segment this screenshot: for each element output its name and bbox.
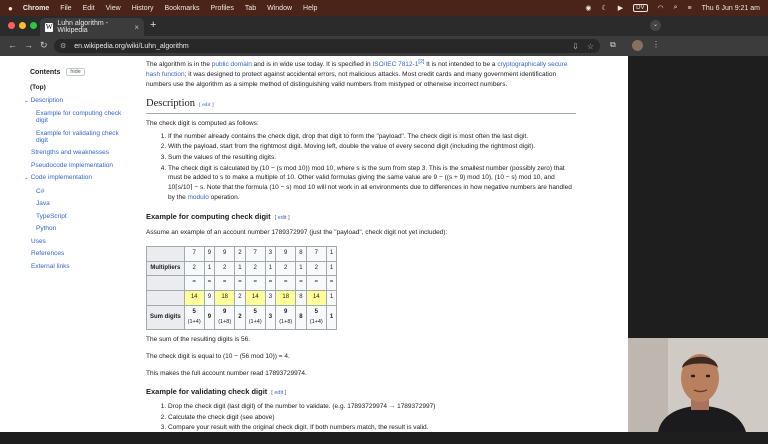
table-cell: 5 (1+4): [245, 305, 265, 329]
example-compute-lead: Assume an example of an account number 1789372997 (just the "payload", check digit not yet included):: [146, 229, 448, 237]
reload-icon[interactable]: ↻: [40, 40, 48, 50]
table-cell: 18: [276, 291, 296, 306]
luhn-example-table: [146, 246, 337, 330]
table-cell: 1: [204, 261, 215, 276]
apple-icon[interactable]: ●: [8, 3, 13, 13]
validate-steps: [146, 402, 576, 443]
step-3: 3. Sum the values of the resulting digits.: [168, 153, 576, 163]
toc-item[interactable]: Strengths and weaknesses: [31, 149, 110, 156]
table-cell: 3: [265, 247, 276, 262]
table-cell: 9: [204, 305, 215, 329]
table-cell: 2: [184, 261, 204, 276]
row-header: [147, 291, 185, 306]
row-header: Multipliers: [147, 261, 185, 276]
table-cell: 8: [296, 305, 307, 329]
description-steps: [146, 132, 576, 203]
input-source-badge[interactable]: DV: [633, 4, 647, 12]
table-cell: 8: [296, 291, 307, 306]
table-cell: 1: [326, 305, 337, 329]
toc-item[interactable]: (Top): [30, 84, 46, 91]
sum-text: The sum of the resulting digits is 56.: [146, 336, 251, 344]
macos-menubar: [0, 0, 768, 16]
menu-edit[interactable]: Edit: [82, 4, 95, 12]
link-crypto-hash[interactable]: cryptographically secure hash function: [146, 61, 568, 78]
validate-note: (e.g. (givenCheckDigit = calculatedCheckDigit) ⇔ (isValidCheckDigit)).: [168, 434, 371, 442]
citation-2[interactable]: [2]: [418, 59, 425, 65]
toc-item[interactable]: Java: [36, 200, 50, 207]
tab-luhn-wikipedia[interactable]: [40, 18, 144, 36]
table-cell: 14: [184, 291, 204, 306]
new-tab-icon[interactable]: +: [150, 19, 157, 31]
table-cell: =: [306, 276, 326, 291]
table-cell: 14: [306, 291, 326, 306]
toc-item[interactable]: Example for computing check digit: [36, 110, 122, 124]
multipliers-row: [147, 261, 337, 276]
table-cell: 2: [245, 261, 265, 276]
menubar-clock[interactable]: Thu 6 Jun 9:21 am: [701, 4, 760, 12]
table-cell: 7: [245, 247, 265, 262]
minimize-window-button[interactable]: [19, 22, 26, 29]
browser-toolbar: [0, 36, 768, 56]
kebab-menu-icon[interactable]: ⋮: [652, 40, 660, 49]
control-center-icon[interactable]: ≡: [687, 4, 692, 12]
row-header: Sum digits: [147, 305, 185, 329]
validate-step-1: 1. Drop the check digit (last digit) of the number to validate. (e.g. 17893729974 → 1789372997): [168, 402, 576, 412]
table-cell: 1: [296, 261, 307, 276]
menu-bookmarks[interactable]: Bookmarks: [164, 4, 200, 12]
equals-row: [147, 276, 337, 291]
full-number-text: This makes the full account number read 17893729974.: [146, 369, 307, 377]
example-validate-heading: Example for validating check digit [ edit ]: [146, 387, 287, 397]
table-cell: 9: [276, 247, 296, 262]
menu-profiles[interactable]: Profiles: [210, 4, 234, 12]
toc-item[interactable]: ⌄ Code implementation: [24, 174, 93, 181]
toc-item[interactable]: C#: [36, 187, 45, 195]
window-controls: [8, 22, 41, 29]
table-cell: 7: [306, 247, 326, 262]
table-cell: =: [326, 276, 337, 291]
sum-digits-row: [147, 305, 337, 329]
table-cell: 1: [265, 261, 276, 276]
play-icon[interactable]: ▶: [617, 5, 624, 12]
table-cell: =: [245, 276, 265, 291]
table-cell: 9: [204, 291, 215, 306]
table-cell: 1: [326, 247, 337, 262]
toc-item[interactable]: ⌄ Description: [24, 96, 64, 104]
table-cell: 9: [204, 247, 215, 262]
close-window-button[interactable]: [8, 22, 15, 29]
toc-item[interactable]: Example for validating check digit: [36, 129, 119, 144]
menu-file[interactable]: File: [60, 4, 72, 12]
table-cell: 9: [215, 247, 235, 262]
presenter-video: [628, 338, 768, 432]
row-header: [147, 247, 185, 262]
digits-row: [147, 247, 337, 262]
chevron-down-icon[interactable]: ⌄: [24, 97, 29, 104]
step-4: 4. The check digit is calculated by (10 − (s mod 10)) mod 10, where s is the sum from step 3. This is the smallest number (possibly zero) that must be added to s to make a multiple of 10. Other valid formulas giving the same value are 9 − ((s + 9) mod 10), (10 − s) mod 10, and 10⌈s/10⌉ − s. Note that the formula (10 − s) mod 10 will not work in all environments due to differences in how negative numbers are handled by the modulo operation.: [168, 164, 576, 203]
link-modulo[interactable]: modulo: [187, 193, 209, 201]
back-arrow-icon[interactable]: ←: [8, 40, 17, 50]
row-header: [147, 276, 185, 291]
tab-search-icon[interactable]: ⌄: [650, 20, 661, 31]
profile-avatar-icon[interactable]: [632, 40, 643, 51]
table-cell: 1: [326, 291, 337, 306]
table-cell: 1: [326, 261, 337, 276]
table-cell: 9 (1+8): [276, 305, 296, 329]
menu-app-name[interactable]: Chrome: [22, 4, 50, 12]
toc-item[interactable]: TypeScript: [36, 212, 67, 220]
step-1: 1. If the number already contains the check digit, drop that digit to form the "payload". The check digit is most often the last digit.: [168, 132, 576, 142]
products-row: [147, 291, 337, 306]
link-public-domain[interactable]: public domain: [211, 61, 252, 69]
table-cell: =: [276, 276, 296, 291]
webcam-overlay: [628, 338, 768, 432]
edit-validate-link[interactable]: edit: [274, 390, 284, 397]
toc-list: [24, 84, 130, 270]
forward-arrow-icon[interactable]: →: [24, 40, 33, 50]
table-cell: =: [204, 276, 215, 291]
puzzle-icon[interactable]: ⧉: [610, 40, 616, 49]
table-cell: 18: [215, 291, 235, 306]
table-cell: 2: [306, 261, 326, 276]
table-cell: =: [265, 276, 276, 291]
table-cell: =: [296, 276, 307, 291]
table-cell: 2: [235, 305, 246, 329]
toc-item[interactable]: References: [31, 250, 65, 257]
wikipedia-favicon-icon: W: [45, 22, 53, 31]
tab-title: Luhn algorithm - Wikipedia: [57, 20, 108, 34]
table-cell: 8: [296, 247, 307, 262]
menu-view[interactable]: View: [105, 4, 121, 12]
status-area: [575, 4, 760, 12]
wifi-icon[interactable]: ◠: [657, 5, 664, 12]
table-cell: =: [184, 276, 204, 291]
table-cell: 7: [184, 247, 204, 262]
link-iso-iec-7812[interactable]: ISO/IEC 7812-1: [372, 61, 419, 69]
menu-help[interactable]: Help: [303, 4, 318, 12]
validate-step-2: 2. Calculate the check digit (see above): [168, 413, 576, 423]
edit-compute-link[interactable]: edit: [277, 214, 287, 221]
description-heading: Description [ edit ]: [146, 99, 576, 114]
table-cell: 1: [235, 261, 246, 276]
table-cell: =: [215, 276, 235, 291]
toc-header: [30, 68, 130, 76]
address-bar[interactable]: [54, 39, 600, 53]
table-cell: =: [235, 276, 246, 291]
table-of-contents: [24, 68, 130, 275]
menu-tab[interactable]: Tab: [244, 4, 257, 12]
search-icon[interactable]: ⌕: [673, 4, 678, 11]
edit-description-link[interactable]: edit: [202, 102, 211, 109]
table-cell: 2: [215, 261, 235, 276]
table-cell: 9 (1+8): [215, 305, 235, 329]
menu-window[interactable]: Window: [267, 4, 293, 12]
screen-record-icon[interactable]: ◉: [585, 5, 592, 12]
description-lead: The check digit is computed as follows:: [146, 119, 259, 127]
table-cell: 2: [276, 261, 296, 276]
site-info-icon[interactable]: ⚙: [60, 43, 67, 50]
table-cell: 2: [235, 291, 246, 306]
table-cell: 2: [235, 247, 246, 262]
table-cell: 5 (1+4): [306, 305, 326, 329]
toc-item[interactable]: Uses: [31, 237, 46, 245]
table-cell: 3: [265, 305, 276, 329]
url-text[interactable]: en.wikipedia.org/wiki/Luhn_algorithm: [74, 42, 189, 50]
chevron-down-icon[interactable]: ⌄: [24, 175, 29, 181]
zoom-window-button[interactable]: [30, 22, 37, 29]
toc-item[interactable]: External links: [31, 262, 70, 270]
tab-strip: [0, 16, 768, 36]
table-cell: 14: [245, 291, 265, 306]
table-cell: 3: [265, 291, 276, 306]
webpage: [0, 56, 628, 442]
menu-history[interactable]: History: [131, 4, 154, 12]
close-tab-icon[interactable]: ×: [134, 22, 139, 32]
toc-hide-button[interactable]: hide: [66, 68, 84, 76]
example-compute-heading: Example for computing check digit [ edit ]: [146, 211, 290, 221]
validate-step-3: 3. Compare your result with the original check digit. If both numbers match, the result is valid. (e.g. (givenCheckDigit = calculatedCheckDigit) ⇔ (isValidCheckDigit)).: [168, 423, 576, 442]
toc-title: Contents: [30, 68, 61, 76]
table-cell: 5 (1+4): [184, 305, 204, 329]
star-icon[interactable]: ☆: [586, 41, 594, 51]
toc-item[interactable]: Python: [36, 225, 57, 232]
intro-paragraph: The algorithm is in the public domain and is in wide use today. It is specified in ISO/IEC 7812-1[2] It is not intended to be a cryptographically secure hash function; it was designed to protect against accidental errors, not malicious attacks. Most credit cards and many government identification numbers use the algorithm as a simple method of distinguishing valid numbers from mistyped or otherwise incorrect numbers.: [146, 59, 568, 88]
moon-icon[interactable]: ☾: [601, 5, 608, 12]
download-icon[interactable]: ⇩: [572, 41, 579, 51]
article-body: [146, 56, 576, 444]
toc-item[interactable]: Pseudocode implementation: [31, 161, 114, 169]
step-2: 2. With the payload, start from the rightmost digit. Moving left, double the value of every second digit (including the rightmost digit).: [168, 142, 576, 152]
check-digit-text: The check digit is equal to (10 − (56 mod 10)) = 4.: [146, 352, 290, 360]
